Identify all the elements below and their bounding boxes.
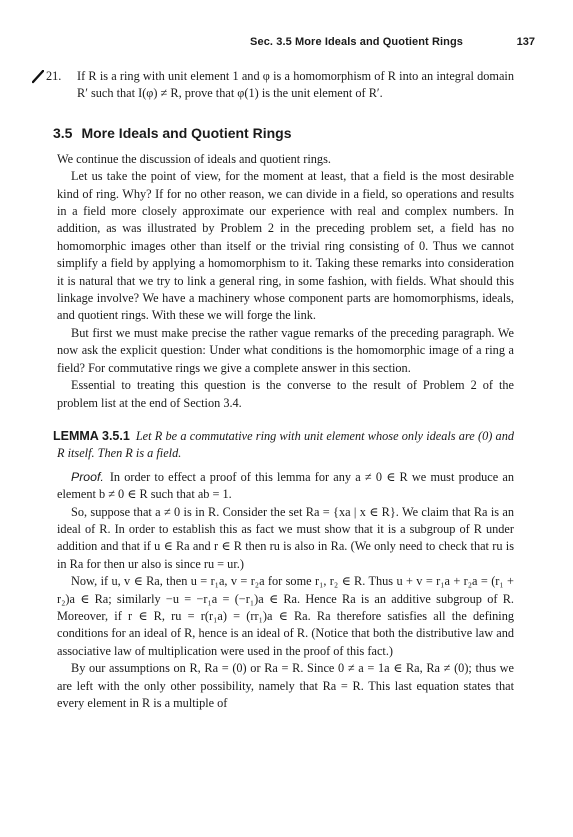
proof-text: In order to effect a proof of this lemma for any a ≠ 0 ∈ R we must produce an element b ≠ 0 ∈ R such that ab = 1.: [57, 469, 514, 502]
section-number: 3.5: [53, 124, 73, 141]
running-head: Sec. 3.5 More Ideals and Quotient Rings: [250, 36, 463, 48]
proof-label: Proof.: [71, 469, 104, 484]
proof-paragraph: By our assumptions on R, Ra = (0) or Ra = R. Since 0 ≠ a = 1a ∈ Ra, Ra ≠ (0); thus we are left with the only other possibility, namely that Ra = R. This last equation states that every element in R is a multiple of: [57, 661, 514, 710]
paragraph: Let us take the point of view, for the moment at least, that a field is the most desirable kind of ring. Why? If for no other reason, we can divide in a field, so operations and results in a field more closely approximate our experience with real and complex numbers. In addition, as was illustrated by Problem 2 in the preceding problem set, a field has no homomorphic images other than itself or the trivial ring consisting of 0. Thus we cannot simplify a field by applying a homomorphism to it. Taking these remarks into consideration it is natural that we try to link a general ring, in some fashion, with fields. What should this linkage involve? We have a machinery whose component parts are homomorphisms, ideals, and quotient rings. With these we will forge the link.: [57, 169, 514, 323]
lemma-label: LEMMA 3.5.1: [53, 428, 130, 443]
proof-paragraph: [57, 469, 514, 504]
paragraph: But first we must make precise the rather vague remarks of the preceding paragraph. We now ask the explicit question: Under what conditions is the homomorphic image of a ring a field? For commutative rings we give a complete answer in this section.: [57, 325, 514, 375]
problem-21: [46, 68, 514, 103]
section-title: More Ideals and Quotient Rings: [81, 124, 292, 141]
problem-text: If R is a ring with unit element 1 and φ is a homomorphism of R into an integral domain R′ such that I(φ) ≠ R, prove that φ(1) is the unit element of R′.: [77, 69, 514, 101]
lemma: [53, 428, 515, 463]
section-heading: [53, 124, 514, 142]
page-number: 137: [516, 36, 535, 48]
problem-number: 21.: [46, 69, 62, 83]
proof-paragraph: Now, if u, v ∈ Ra, then u = r₁a, v = r₂a for some r₁, r₂ ∈ R. Thus u + v = r₁a + r₂a = (r₁ + r₂)a ∈ Ra; similarly −u = −r₁a = (−r₁)a ∈ Ra. Hence Ra is an additive subgroup of R. Moreover, if r ∈ R, ru = r(r₁a) = (rr₁)a ∈ Ra. Ra therefore satisfies all the defining conditions for an ideal of R, hence is an ideal of R. (Notice that both the distributive law and associative law of multiplication were used in the proof of this fact.): [57, 574, 514, 658]
check-mark-icon: [32, 70, 44, 84]
page-body: [46, 68, 515, 712]
lemma-statement: Let R be a commutative ring with unit element whose only ideals are (0) and R itself. Then R is a field.: [57, 428, 515, 461]
paragraph: Essential to treating this question is the converse to the result of Problem 2 of the problem list at the end of Section 3.4.: [57, 378, 514, 410]
proof-paragraph: So, suppose that a ≠ 0 is in R. Consider the set Ra = {xa | x ∈ R}. We claim that Ra is an ideal of R. In order to establish this as fact we must show that it is a subgroup of R under addition and that if u ∈ Ra and r ∈ R then ru is also in Ra. (We only need to check that ru is in Ra for then ur also is since ru = ur.): [57, 504, 514, 571]
running-header: [0, 36, 573, 54]
paragraph: We continue the discussion of ideals and quotient rings.: [57, 151, 331, 166]
